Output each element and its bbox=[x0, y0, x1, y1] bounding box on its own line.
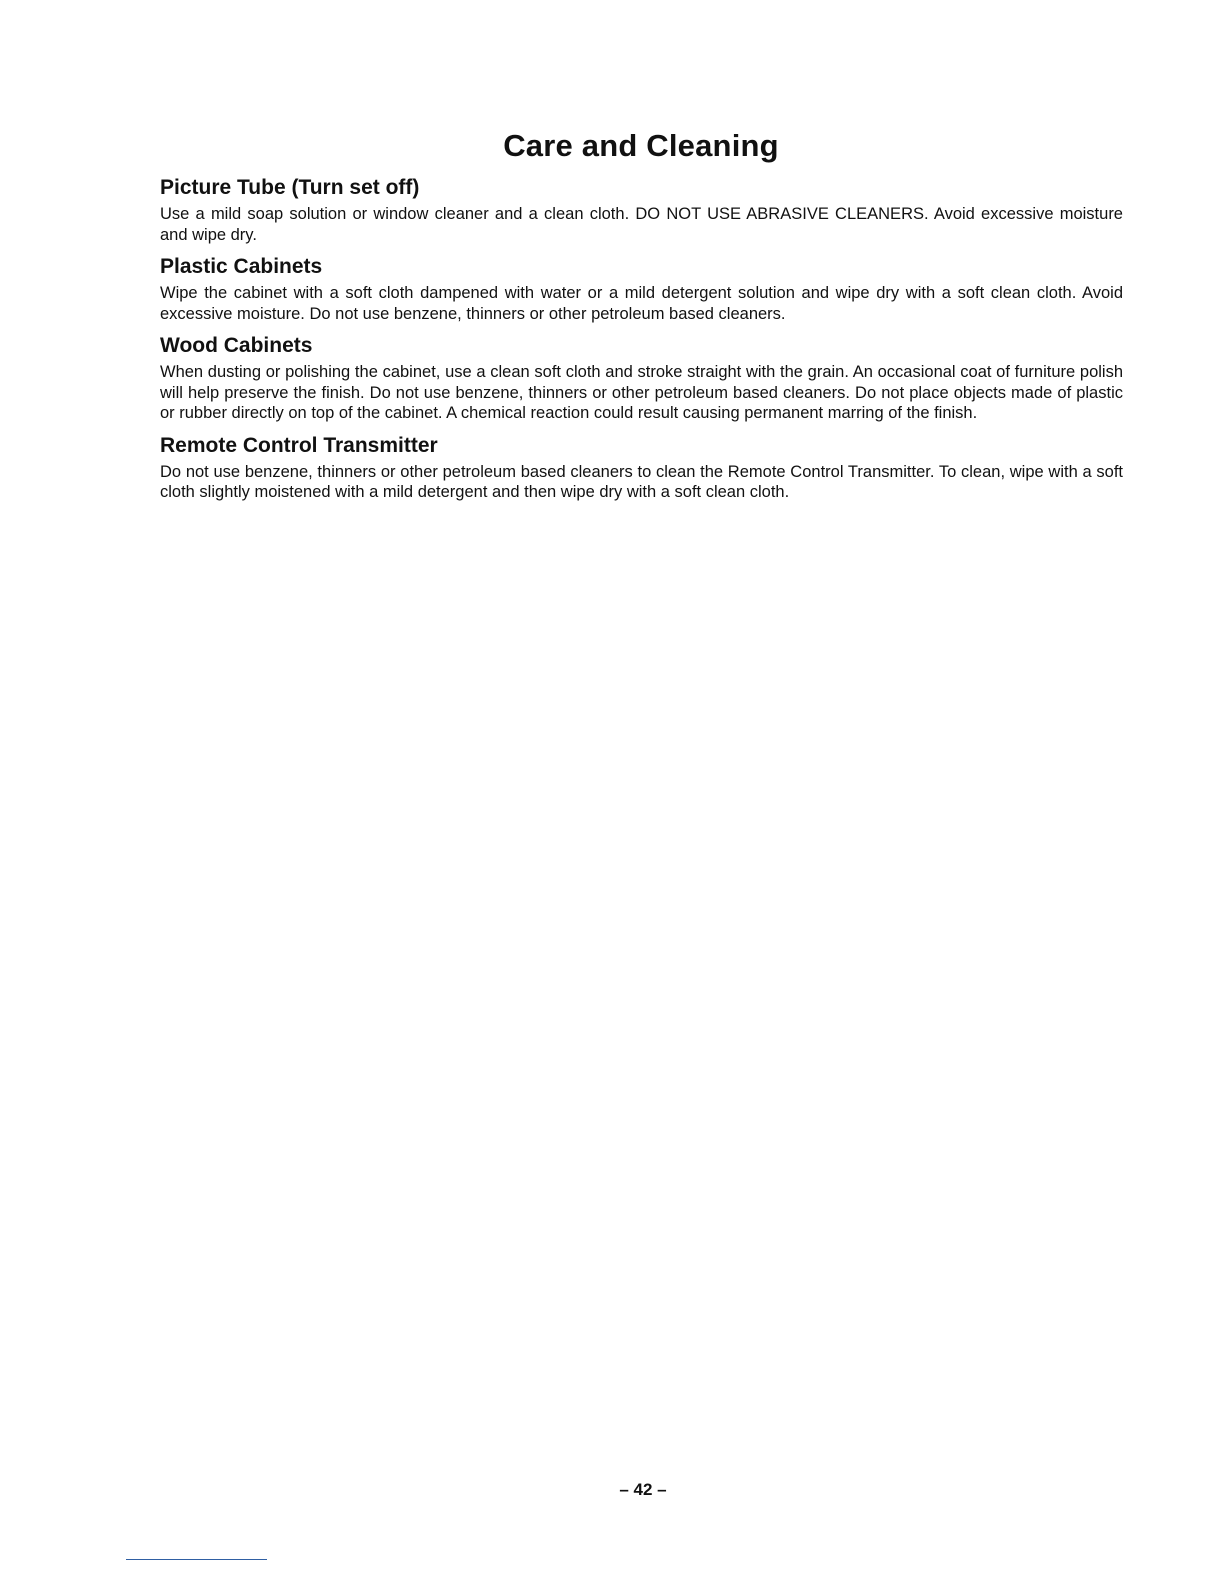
section-remote-control-transmitter bbox=[160, 433, 1123, 503]
footer-divider bbox=[126, 1559, 267, 1560]
page-title: Care and Cleaning bbox=[503, 128, 779, 163]
section-picture-tube bbox=[160, 175, 1123, 245]
section-body-wood-cabinets: When dusting or polishing the cabinet, use a clean soft cloth and stroke straight with the grain. An occasional coat of furniture polish will help preserve the finish. Do not use benzene, thinners or other petroleum based cleaners. Do not place objects made of plastic or rubber directly on top of the cabinet. A chemical reaction could result causing permanent marring of the finish. bbox=[160, 363, 1123, 422]
section-body-remote-control-transmitter: Do not use benzene, thinners or other petroleum based cleaners to clean the Remote Control Transmitter. To clean, wipe with a soft cloth slightly moistened with a mild detergent and then wipe dry with a soft clean cloth. bbox=[160, 462, 1123, 501]
section-plastic-cabinets bbox=[160, 254, 1123, 324]
page-number: – 42 – bbox=[619, 1480, 667, 1499]
section-heading-remote-control-transmitter: Remote Control Transmitter bbox=[160, 433, 438, 457]
section-heading-picture-tube: Picture Tube (Turn set off) bbox=[160, 176, 420, 199]
section-body-plastic-cabinets: Wipe the cabinet with a soft cloth dampened with water or a mild detergent solution and wipe dry with a soft clean cloth. Avoid excessive moisture. Do not use benzene, thinners or other petroleum based cleaners. bbox=[160, 284, 1123, 323]
section-heading-wood-cabinets: Wood Cabinets bbox=[160, 334, 313, 357]
section-wood-cabinets bbox=[160, 333, 1123, 424]
section-body-picture-tube: Use a mild soap solution or window cleaner and a clean cloth. DO NOT USE ABRASIVE CLEANERS. Avoid excessive moisture and wipe dry. bbox=[160, 205, 1123, 244]
section-heading-plastic-cabinets: Plastic Cabinets bbox=[160, 255, 323, 278]
page-content bbox=[160, 175, 1123, 503]
